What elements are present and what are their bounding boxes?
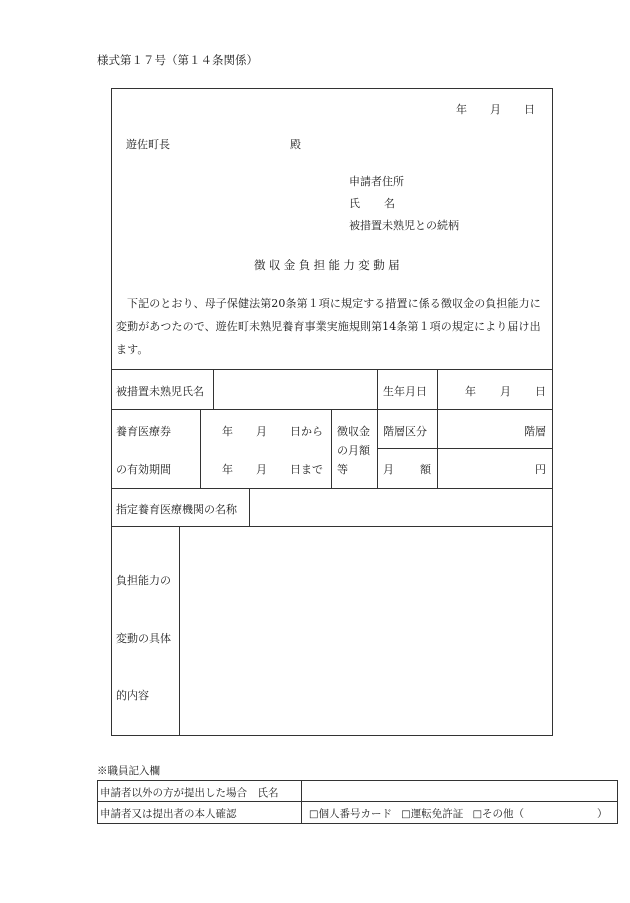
applicant-address-label: 申請者住所: [349, 175, 404, 188]
rule-infant-label-right: [213, 369, 214, 409]
addressee-title: 遊佐町長: [126, 138, 170, 151]
body-text: 下記のとおり、母子保健法第20条第１項に規定する措置に係る徴収金の負担能力に変動があつたので、遊佐町未熟児養育事業実施規則第14条第１項の規定により届け出ます。: [116, 297, 541, 356]
birthdate-year: 年: [465, 385, 476, 398]
staff-row-divider: [97, 801, 618, 802]
checkbox-license[interactable]: □: [401, 809, 411, 820]
period-to-month: 月: [256, 463, 267, 476]
applicant-name-label-2: 名: [384, 197, 395, 210]
change-label-2: 変動の具体: [116, 632, 171, 645]
form-number: 様式第１７号（第１４条関係）: [97, 53, 258, 67]
birthdate-month: 月: [500, 385, 511, 398]
applicant-name-label-1: 氏: [349, 197, 360, 210]
staff-heading: ※職員記入欄: [97, 765, 160, 777]
rule-birthdate-right: [437, 369, 438, 488]
checkbox-my-number[interactable]: □: [309, 809, 319, 820]
date-month: 月: [490, 103, 501, 116]
change-label-3: 的内容: [116, 689, 149, 702]
option-my-number-card: 個人番号カード: [318, 808, 392, 820]
rule-change-label-right: [179, 526, 180, 736]
period-to-year: 年: [222, 463, 233, 476]
rule-birthdate-left: [377, 369, 378, 488]
birthdate-day: 日: [535, 385, 546, 398]
date-year: 年: [456, 103, 467, 116]
class-label: 階層区分: [383, 425, 427, 438]
period-from-suffix: 日から: [290, 425, 323, 438]
rule-institution-label-right: [249, 488, 250, 526]
period-from-month: 月: [256, 425, 267, 438]
ticket-label-2: の有効期間: [116, 463, 171, 476]
monthly-label-3: 等: [337, 463, 348, 476]
rule-monthly-left: [331, 409, 332, 488]
change-label-1: 負担能力の: [116, 574, 171, 587]
rule-institution-bottom: [111, 526, 553, 527]
ticket-label-1: 養育医療券: [116, 425, 171, 438]
checkbox-other[interactable]: □: [472, 809, 483, 820]
date-day: 日: [524, 103, 535, 116]
period-to-suffix: 日まで: [290, 463, 323, 476]
infant-name-label: 被措置未熟児氏名: [116, 385, 204, 398]
staff-row2-label: 申請者又は提出者の本人確認: [100, 808, 237, 820]
option-drivers-license: 運転免許証: [410, 808, 464, 820]
option-other: その他（: [482, 808, 525, 820]
staff-row1-label: 申請者以外の方が提出した場合 氏名: [100, 787, 279, 799]
rule-infant-row-bottom: [111, 409, 553, 410]
amount-label-1: 月: [383, 463, 394, 476]
id-check-options: [309, 806, 524, 821]
document-title: 徴収金負担能力変動届: [254, 258, 403, 272]
amount-label-2: 額: [420, 463, 431, 476]
rule-body-bottom: [111, 369, 553, 370]
staff-col-divider: [301, 780, 302, 824]
addressee-honorific: 殿: [290, 138, 301, 151]
monthly-label-2: の月額: [337, 444, 370, 457]
rule-class-row-bottom: [378, 448, 553, 449]
institution-label: 指定養育医療機関の名称: [116, 503, 237, 516]
class-unit: 階層: [524, 425, 546, 438]
form-frame: [111, 88, 553, 736]
birthdate-label: 生年月日: [383, 385, 427, 398]
rule-period-bottom: [111, 488, 553, 489]
rule-ticket-label-right: [200, 409, 201, 488]
option-other-closing: ）: [597, 808, 608, 820]
applicant-relation-label: 被措置未熟児との続柄: [349, 219, 459, 232]
amount-unit: 円: [535, 463, 546, 476]
period-from-year: 年: [222, 425, 233, 438]
monthly-label-1: 徴収金: [337, 425, 370, 438]
